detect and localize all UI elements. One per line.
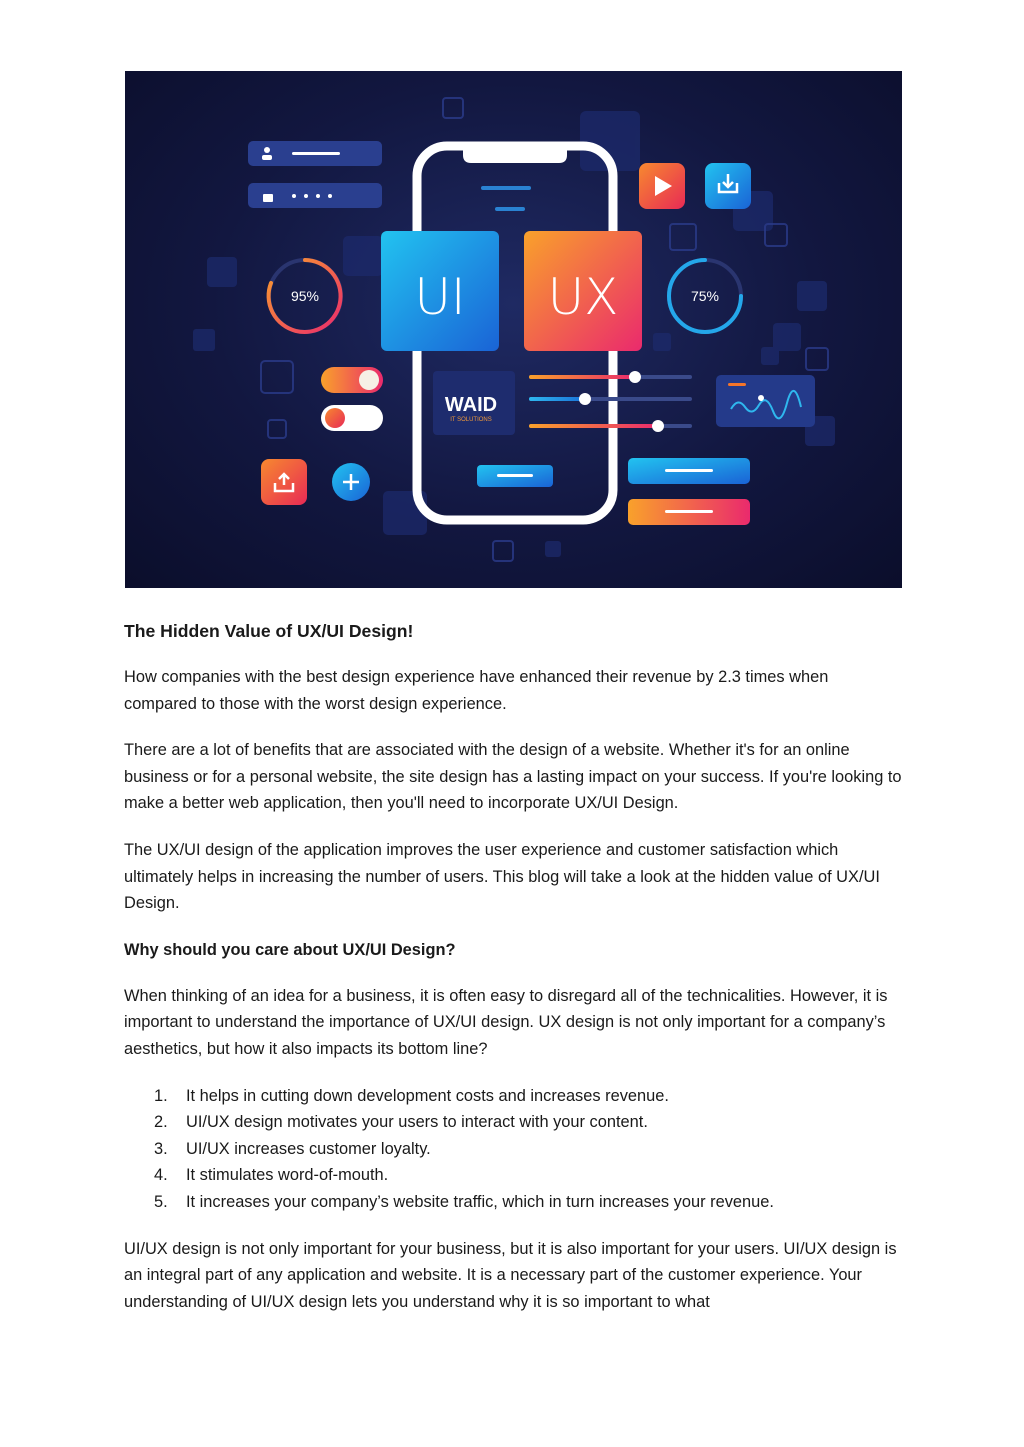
ui-card-label: UI	[414, 268, 466, 326]
paragraph-1: How companies with the best design experience have enhanced their revenue by 2.3 times when compared to those with the worst design experience.	[124, 668, 829, 713]
list-item-text: It increases your company’s website traffic, which in turn increases your revenue.	[186, 1192, 774, 1211]
paragraph-2: There are a lot of benefits that are associated with the design of a website. Whether it's for an online business or for a personal website, the site design has a lasting impact on your success. If you're looking to make a better web application, then you'll need to incorporate UX/UI Design.	[124, 741, 902, 813]
list-item	[124, 1083, 904, 1110]
gauge-right-label: 75%	[690, 288, 720, 304]
list-number: 1.	[154, 1086, 168, 1105]
list-number: 3.	[154, 1139, 168, 1158]
list-number: 5.	[154, 1192, 168, 1211]
paragraph-5: UI/UX design is not only important for your business, but it is also important for your users. UI/UX design is an integral part of any application and website. It is a necessary part of the customer experience. Your understanding of UI/UX design lets you understand why it is so important to what	[124, 1239, 897, 1311]
ux-card-label: UX	[547, 268, 619, 326]
list-item	[124, 1136, 904, 1163]
list-item-text: UI/UX design motivates your users to interact with your content.	[186, 1113, 648, 1132]
list-number: 2.	[154, 1113, 168, 1132]
list-item-text: UI/UX increases customer loyalty.	[186, 1139, 431, 1158]
list-item	[124, 1162, 904, 1189]
list-item	[124, 1189, 904, 1216]
hero-illustration	[125, 71, 902, 588]
list-item	[124, 1109, 904, 1136]
list-item-text: It helps in cutting down development costs and increases revenue.	[186, 1086, 669, 1105]
benefits-list	[124, 1083, 904, 1216]
section-heading: Why should you care about UX/UI Design?	[124, 940, 456, 959]
article-body	[124, 618, 904, 1335]
list-item-text: It stimulates word-of-mouth.	[186, 1166, 389, 1185]
article-title: The Hidden Value of UX/UI Design!	[124, 621, 414, 641]
paragraph-3: The UX/UI design of the application improves the user experience and customer satisfaction which ultimately helps in increasing the number of users. This blog will take a look at the hidden value of UX/UI Design.	[124, 840, 880, 913]
gauge-left-label: 95%	[290, 288, 320, 304]
logo-subtext: IT SOLUTIONS	[450, 417, 492, 423]
logo-text: WAID	[444, 394, 498, 416]
paragraph-4: When thinking of an idea for a business, it is often easy to disregard all of the technicalities. However, it is important to understand the importance of UX/UI design. UX design is not only important for a company’s aesthetics, but how it also impacts its bottom line?	[124, 986, 888, 1058]
list-number: 4.	[154, 1166, 168, 1185]
